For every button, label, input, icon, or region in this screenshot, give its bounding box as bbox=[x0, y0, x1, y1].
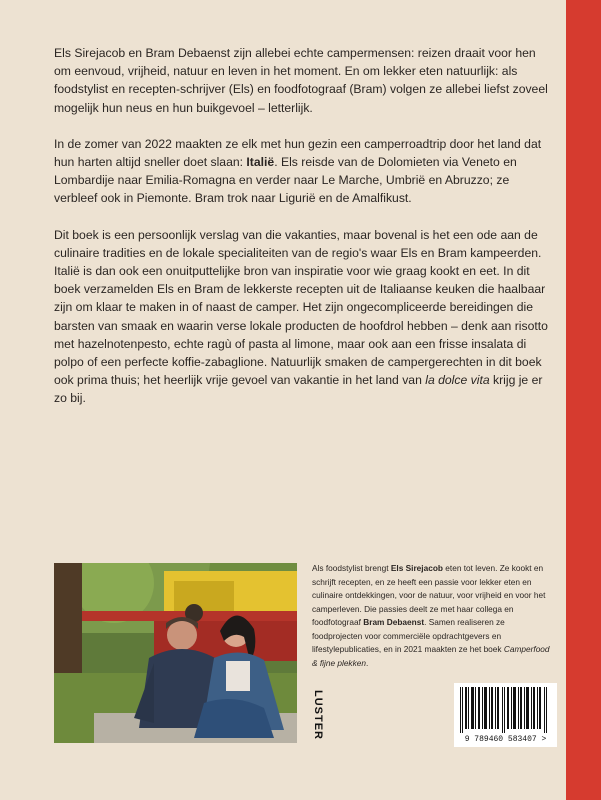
barcode-bars bbox=[458, 687, 553, 733]
author-name-bram: Bram Debaenst bbox=[363, 617, 425, 627]
author-photo bbox=[54, 563, 297, 743]
country-highlight: Italië bbox=[246, 155, 275, 170]
blurb-paragraph-3: Dit boek is een persoonlijk verslag van die vakanties, maar bovenal is het een ode aan de culinaire tradities en de lokale specialiteiten van de regio's waar Els en Bram kampeerden. Italië is dan ook een onuitputtelijke bron van inspiratie voor wie graag kookt en eet. In dit boek verzamelden Els en Bram de lekkerste recepten uit de Italiaanse keuken die haalbaar zijn om klaar te maken in of naast de camper. Het zijn ongecompliceerde bereidingen die barsten van smaak en waarin verse lokale producten de hoofdrol hebben – denk aan risotto met hazelnotenpesto, echte ragù of pasta al limone, maar ook aan een frisse insalata di polpo of een perfecte koffie-zabaglione. Natuurlijk smaken de campergerechten in dit boek ook prima thuis; het heerlijk vrije gevoel van vakantie in het land van la dolce vita krijg je er zo bij. bbox=[54, 227, 548, 406]
author-bio: Als foodstylist brengt Els Sirejacob eten tot leven. Ze kookt en schrijft recepten, en ze heeft een passie voor lekker eten en culinaire ontdekkingen, voor de natuur, voor vrijheid en voor het camperleven. Die passies deelt ze met haar collega en foodfotograaf Bram Debaenst. Samen realiseren ze foodprojecten voor commerciële opdrachtgevers en lifestylepublicaties, en in 2021 maakten ze het boek Camperfood & fijne plekken. bbox=[312, 563, 550, 668]
blurb-paragraph-2: In de zomer van 2022 maakten ze elk met hun gezin een camperroadtrip door het land dat hun harten altijd sneller doet slaan: Italië. Els reisde van de Dolomieten via Veneto en Lombardije naar Emilia-Romagna en verder naar Le Marche, Umbrië en Abruzzo; ze verbleef ook in Piemonte. Bram trok naar Ligurië en de Amalfikust. bbox=[54, 136, 542, 206]
dolce-vita-italic: la dolce vita bbox=[425, 373, 490, 388]
author-name-els: Els Sirejacob bbox=[390, 563, 443, 573]
previous-book-title: Camperfood & fijne plekken bbox=[312, 644, 550, 668]
blurb-text bbox=[54, 44, 554, 426]
publisher-logo: LUSTER bbox=[312, 690, 324, 740]
book-spine-edge bbox=[566, 0, 601, 800]
blurb-paragraph-1: Els Sirejacob en Bram Debaenst zijn allebei echte campermensen: reizen draait voor hen om eenvoud, vrijheid, natuur en leven in het moment. En om lekker eten natuurlijk: als foodstylist en recepten-schrijver (Els) en foodfotograaf (Bram) volgen ze allebei liefst zoveel mogelijk hun neus en hun buikgevoel – letterlijk. bbox=[54, 46, 548, 115]
isbn-barcode bbox=[454, 683, 557, 747]
isbn-number: 9 789460 583407 > bbox=[464, 735, 547, 744]
